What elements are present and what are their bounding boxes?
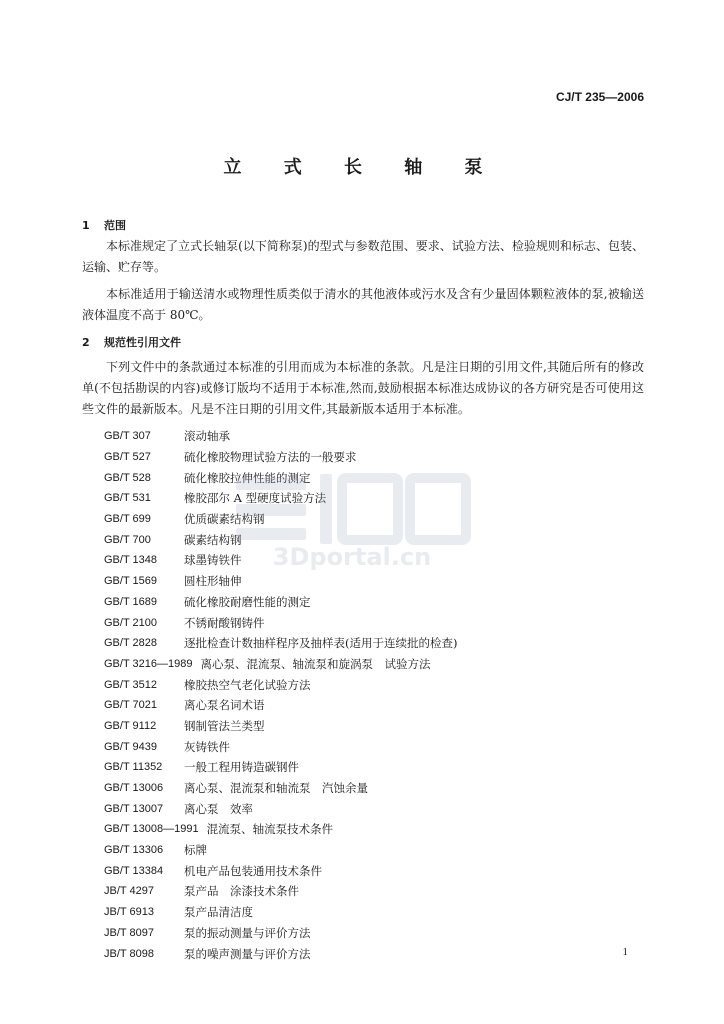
reference-item [104,426,457,447]
reference-item [104,592,457,613]
reference-code: GB/T 1569 [104,575,157,588]
reference-code: JB/T 8098 [104,947,154,960]
reference-item [104,695,457,716]
reference-code: GB/T 531 [104,492,151,505]
standard-code: CJ/T 235—2006 [555,90,644,104]
reference-item [104,674,457,695]
reference-title: 逐批检查计数抽样程序及抽样表(适用于连续批的检查) [184,636,458,651]
section-1-paragraph-2: 本标准适用于输送清水或物理性质类似于清水的其他液体或污水及含有少量固体颗粒液体的泵,被输送液体温度不高于 80℃。 [82,287,644,322]
reference-code: GB/T 7021 [104,699,157,712]
section-1-paragraph-1: 本标准规定了立式长轴泵(以下简称泵)的型式与参数范围、要求、试验方法、检验规则和标志、包装、运输、贮存等。 [82,239,644,274]
reference-item [104,778,457,799]
reference-item [104,529,457,550]
reference-item [104,488,457,509]
reference-title: 泵产品清洁度 [184,905,253,920]
reference-title: 一般工程用铸造碳钢件 [184,760,299,775]
section-number: 1 [82,219,90,232]
reference-item [104,923,457,944]
reference-code: JB/T 6913 [104,906,154,919]
reference-item [104,819,457,840]
reference-code: GB/T 699 [104,513,151,526]
reference-title: 离心泵、混流泵和轴流泵 汽蚀余量 [184,781,368,796]
reference-code: GB/T 528 [104,471,151,484]
reference-title: 标牌 [184,843,207,858]
watermark-text: 3Dportal.cn [272,543,432,570]
reference-item [104,654,457,675]
reference-item [104,633,457,654]
section-title: 范围 [104,219,126,232]
reference-title: 橡胶邵尔 A 型硬度试验方法 [184,491,327,506]
reference-code: GB/T 1348 [104,554,157,567]
reference-title: 离心泵 效率 [184,801,253,816]
reference-list [104,426,457,964]
section-2-paragraph-1: 下列文件中的条款通过本标准的引用而成为本标准的条款。凡是注日期的引用文件,其随后所有的修改单(不包括勘误的内容)或修订版均不适用于本标准,然而,鼓励根据本标准达成协议的各方研究是否可使用这些文件的最新版本。凡是不注日期的引用文件,其最新版本适用于本标准。 [82,360,644,416]
reference-item [104,736,457,757]
reference-item [104,716,457,737]
reference-code: GB/T 527 [104,451,151,464]
reference-title: 球墨铸铁件 [184,553,242,568]
reference-code: GB/T 13006 [104,782,164,795]
reference-code: GB/T 2100 [104,616,157,629]
reference-title: 硫化橡胶物理试验方法的一般要求 [184,450,357,465]
reference-title: 硫化橡胶拉伸性能的测定 [184,470,311,485]
reference-code: GB/T 9439 [104,740,157,753]
reference-title: 橡胶热空气老化试验方法 [184,677,311,692]
reference-code: GB/T 700 [104,533,151,546]
reference-code: JB/T 4297 [104,885,154,898]
reference-title: 硫化橡胶耐磨性能的测定 [184,594,311,609]
reference-code: GB/T 13306 [104,844,164,857]
reference-code: GB/T 307 [104,430,151,443]
reference-title: 泵产品 涂漆技术条件 [184,884,299,899]
reference-code: GB/T 13384 [104,864,164,877]
reference-title: 泵的噪声测量与评价方法 [184,946,311,961]
reference-item [104,447,457,468]
reference-item [104,902,457,923]
reference-item [104,509,457,530]
reference-item [104,550,457,571]
section-1-heading [82,217,126,233]
reference-code: GB/T 9112 [104,719,157,732]
reference-item [104,467,457,488]
reference-item [104,840,457,861]
reference-code: GB/T 13007 [104,802,164,815]
section-title: 规范性引用文件 [104,336,181,349]
reference-item [104,798,457,819]
reference-title: 机电产品包装通用技术条件 [184,863,322,878]
page-number: 1 [622,946,628,958]
reference-title: 钢制管法兰类型 [184,718,265,733]
reference-title: 泵的振动测量与评价方法 [184,925,311,940]
reference-item [104,943,457,964]
reference-code: JB/T 8097 [104,926,154,939]
reference-title: 混流泵、轴流泵技术条件 [206,822,334,837]
reference-code: GB/T 11352 [104,761,163,774]
reference-item [104,860,457,881]
reference-code: GB/T 2828 [104,637,157,650]
reference-title: 灰铸铁件 [184,739,230,754]
reference-item [104,571,457,592]
reference-title: 圆柱形轴伸 [184,574,242,589]
reference-item [104,612,457,633]
document-title: 立 式 长 轴 泵 [223,157,501,178]
reference-title: 碳素结构钢 [184,532,242,547]
reference-title: 离心泵、混流泵、轴流泵和旋涡泵 试验方法 [200,656,431,671]
reference-title: 不锈耐酸钢铸件 [184,615,265,630]
reference-code: GB/T 1689 [104,595,157,608]
reference-title: 滚动轴承 [184,429,230,444]
section-2-heading [82,334,181,350]
reference-code: GB/T 3216—1989 [104,657,193,670]
section-number: 2 [82,336,90,349]
reference-code: GB/T 13008—1991 [104,823,199,836]
reference-code: GB/T 3512 [104,678,157,691]
reference-title: 离心泵名词术语 [184,698,265,713]
reference-title: 优质碳素结构钢 [184,512,265,527]
reference-item [104,757,457,778]
reference-item [104,881,457,902]
